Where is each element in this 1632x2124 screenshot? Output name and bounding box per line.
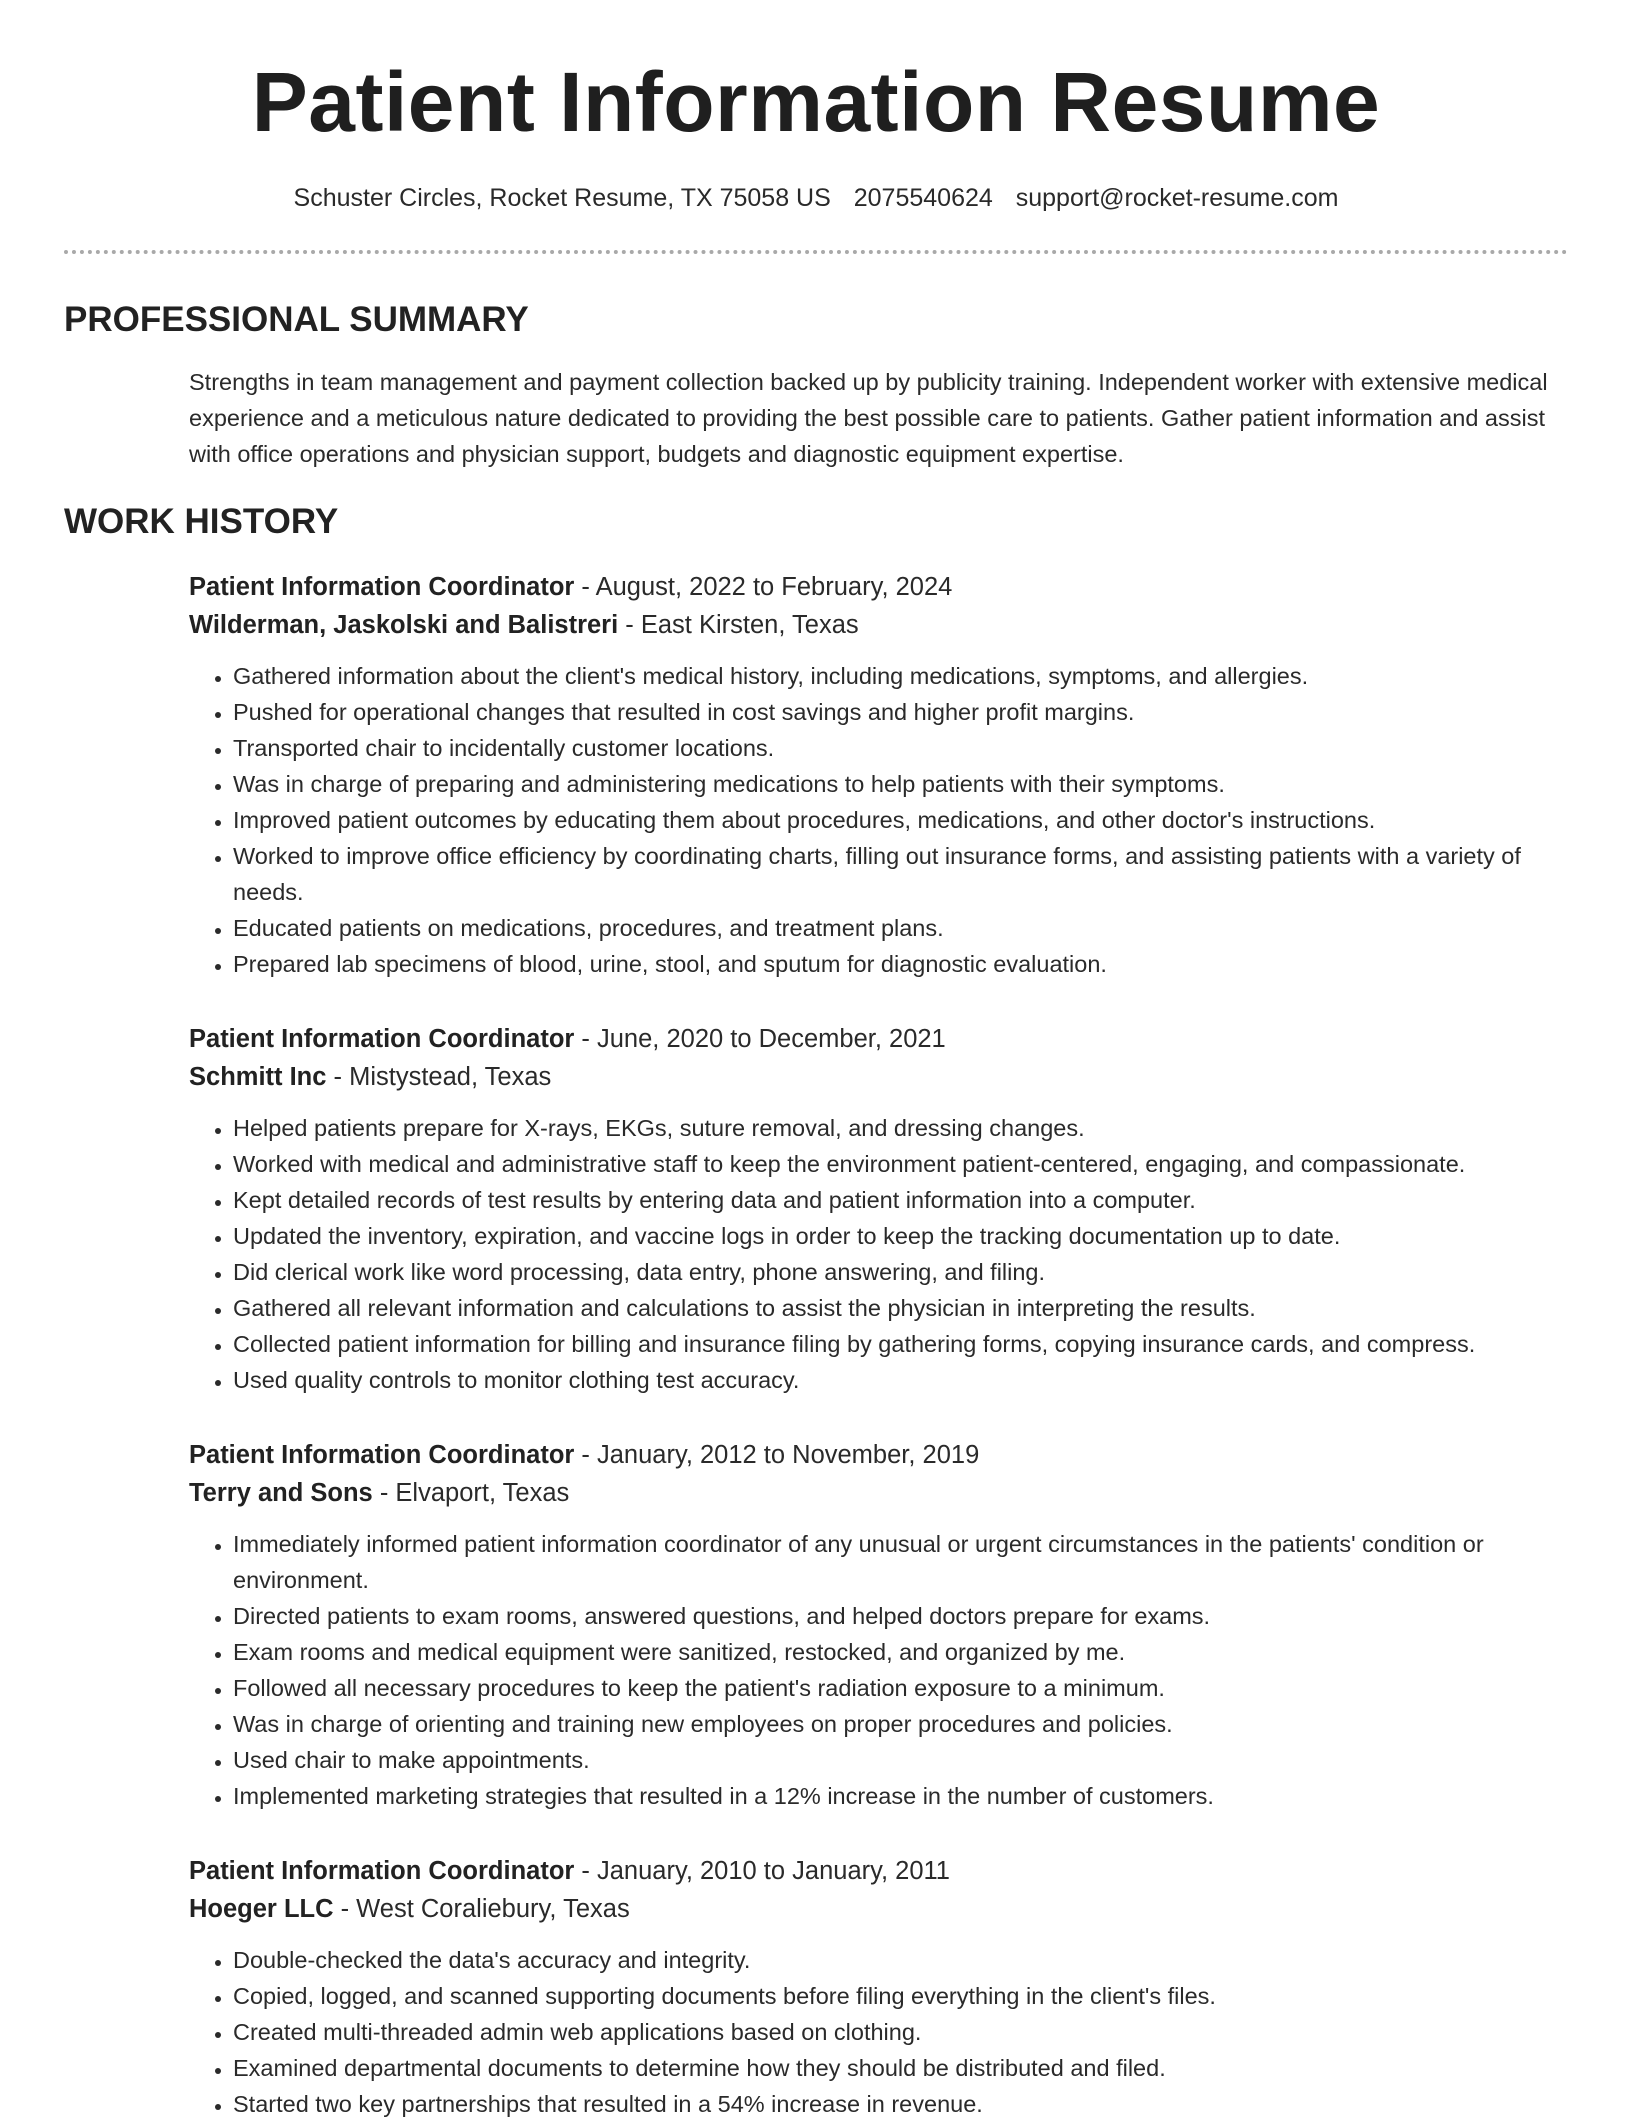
list-item: • Updated the inventory, expiration, and vaccine logs in order to keep the tracking documentation up to date.	[233, 1218, 1569, 1254]
list-item: • Used chair to make appointments.	[233, 1742, 1569, 1778]
job-location: - Elvaport, Texas	[372, 1479, 570, 1507]
contact-address: Schuster Circles, Rocket Resume, TX 75058 US	[293, 184, 831, 212]
section-heading-summary: PROFESSIONAL SUMMARY	[64, 300, 529, 339]
list-item: • Prepared lab specimens of blood, urine, stool, and sputum for diagnostic evaluation.	[233, 946, 1569, 982]
job-company: Terry and Sons	[189, 1479, 373, 1507]
list-item: • Followed all necessary procedures to keep the patient's radiation exposure to a minimum.	[233, 1670, 1569, 1706]
job-title-line	[189, 568, 1569, 606]
job-location: - East Kirsten, Texas	[618, 611, 859, 639]
job-bullets	[189, 1110, 1569, 1398]
list-item: • Double-checked the data's accuracy and integrity.	[233, 1942, 1569, 1978]
job-company: Wilderman, Jaskolski and Balistreri	[189, 611, 619, 639]
job-dates: - June, 2020 to December, 2021	[574, 1025, 946, 1053]
contact-line	[0, 178, 1632, 218]
job-title: Patient Information Coordinator	[189, 1025, 575, 1053]
job-entry	[189, 568, 1569, 982]
job-company-line	[189, 1058, 1569, 1096]
list-item: • Kept detailed records of test results by entering data and patient information into a computer.	[233, 1182, 1569, 1218]
job-title: Patient Information Coordinator	[189, 1441, 575, 1469]
list-item: • Was in charge of orienting and training new employees on proper procedures and policies.	[233, 1706, 1569, 1742]
list-item: • Used quality controls to monitor clothing test accuracy.	[233, 1362, 1569, 1398]
section-heading-work-history: WORK HISTORY	[64, 502, 339, 541]
list-item: • Worked with medical and administrative staff to keep the environment patient-centered, engaging, and compassionate.	[233, 1146, 1569, 1182]
list-item: • Worked to improve office efficiency by coordinating charts, filling out insurance forms, and assisting patients with a variety of needs.	[233, 838, 1569, 910]
job-entry	[189, 1020, 1569, 1398]
job-dates: - January, 2012 to November, 2019	[574, 1441, 980, 1469]
job-entry	[189, 1436, 1569, 1814]
list-item: • Improved patient outcomes by educating them about procedures, medications, and other doctor's instructions.	[233, 802, 1569, 838]
list-item: • Transported chair to incidentally customer locations.	[233, 730, 1569, 766]
job-title: Patient Information Coordinator	[189, 1857, 575, 1885]
list-item: • Did clerical work like word processing, data entry, phone answering, and filing.	[233, 1254, 1569, 1290]
list-item: • Copied, logged, and scanned supporting documents before filing everything in the client's files.	[233, 1978, 1569, 2014]
list-item: • Started two key partnerships that resulted in a 54% increase in revenue.	[233, 2086, 1569, 2122]
list-item: • Immediately informed patient information coordinator of any unusual or urgent circumstances in the patients' condition or environment.	[233, 1526, 1569, 1598]
job-company: Hoeger LLC	[189, 1895, 334, 1923]
job-bullets	[189, 658, 1569, 982]
list-item: • Exam rooms and medical equipment were sanitized, restocked, and organized by me.	[233, 1634, 1569, 1670]
job-location: - Mistystead, Texas	[326, 1063, 552, 1091]
list-item: • Gathered information about the client's medical history, including medications, symptoms, and allergies.	[233, 658, 1569, 694]
job-dates: - August, 2022 to February, 2024	[574, 573, 953, 601]
summary-text: Strengths in team management and payment collection backed up by publicity training. Independent worker with extensive medical experience and a meticulous nature dedicated to providing the best possible care to patients. Gather patient information and assist with office operations and physician support, budgets and diagnostic equipment expertise.	[189, 369, 1548, 467]
contact-email: support@rocket-resume.com	[1015, 184, 1339, 212]
job-title-line	[189, 1436, 1569, 1474]
list-item: • Created multi-threaded admin web applications based on clothing.	[233, 2014, 1569, 2050]
job-title-line	[189, 1020, 1569, 1058]
list-item: • Examined departmental documents to determine how they should be distributed and filed.	[233, 2050, 1569, 2086]
job-company-line	[189, 606, 1569, 644]
list-item: • Gathered all relevant information and calculations to assist the physician in interpreting the results.	[233, 1290, 1569, 1326]
job-entry	[189, 1852, 1569, 2122]
job-company: Schmitt Inc	[189, 1063, 327, 1091]
job-dates: - January, 2010 to January, 2011	[574, 1857, 950, 1885]
header-divider	[64, 250, 1568, 254]
list-item: • Pushed for operational changes that resulted in cost savings and higher profit margins.	[233, 694, 1569, 730]
job-company-line	[189, 1474, 1569, 1512]
job-bullets	[189, 1526, 1569, 1814]
list-item: • Directed patients to exam rooms, answered questions, and helped doctors prepare for exams.	[233, 1598, 1569, 1634]
list-item: • Was in charge of preparing and administering medications to help patients with their symptoms.	[233, 766, 1569, 802]
job-title: Patient Information Coordinator	[189, 573, 575, 601]
page-title: Patient Information Resume	[251, 55, 1381, 149]
job-title-line	[189, 1852, 1569, 1890]
contact-phone: 2075540624	[853, 184, 993, 212]
job-company-line	[189, 1890, 1569, 1928]
job-bullets	[189, 1942, 1569, 2122]
list-item: • Implemented marketing strategies that resulted in a 12% increase in the number of customers.	[233, 1778, 1569, 1814]
job-location: - West Coraliebury, Texas	[333, 1895, 630, 1923]
list-item: • Helped patients prepare for X-rays, EKGs, suture removal, and dressing changes.	[233, 1110, 1569, 1146]
list-item: • Collected patient information for billing and insurance filing by gathering forms, copying insurance cards, and compress.	[233, 1326, 1569, 1362]
list-item: • Educated patients on medications, procedures, and treatment plans.	[233, 910, 1569, 946]
